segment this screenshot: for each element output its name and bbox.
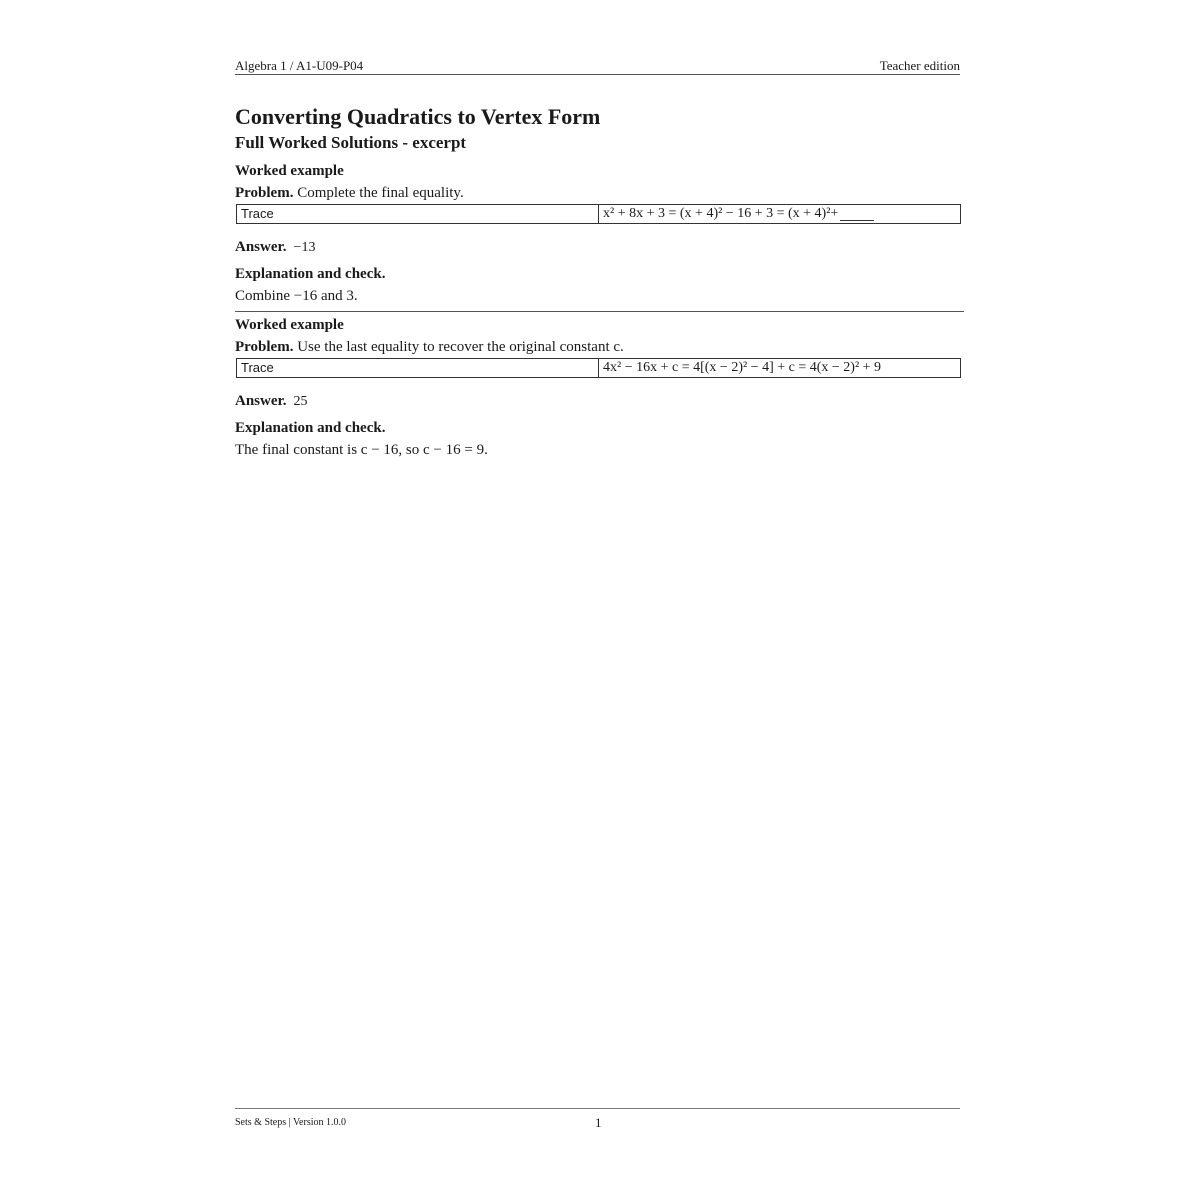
trace-expression: [600, 205, 874, 223]
answer-line: [235, 391, 963, 411]
worked-example-2: [235, 314, 963, 461]
answer-value: 25: [293, 394, 308, 409]
page-subtitle: Full Worked Solutions - excerpt: [235, 133, 467, 152]
trace-expression: 4x² − 16x + c = 4[(x − 2)² − 4] + c = 4(x − 2)² + 9: [603, 360, 882, 375]
page-title: Converting Quadratics to Vertex Form: [235, 104, 601, 129]
problem-text: Use the last equality to recover the original constant c.: [297, 339, 624, 355]
explanation-heading: Explanation and check.: [235, 266, 386, 282]
document-page: [235, 0, 963, 1200]
example-heading: Worked example: [235, 317, 344, 333]
problem-line: [235, 336, 963, 358]
worked-example-1: [235, 160, 963, 307]
problem-text: Complete the final equality.: [297, 185, 464, 201]
section-divider: [235, 311, 964, 312]
running-header: [235, 58, 960, 75]
explanation-text: Combine −16 and 3.: [235, 288, 358, 304]
trace-label: Trace: [237, 359, 599, 377]
page-number: 1: [595, 1115, 602, 1130]
trace-expression-text: x² + 8x + 3 = (x + 4)² − 16 + 3 = (x + 4)²+: [603, 206, 839, 221]
answer-line: [235, 237, 963, 257]
header-course-id: Algebra 1 / A1-U09-P04: [235, 58, 364, 73]
answer-label: Answer.: [235, 393, 287, 409]
footer-publisher: Sets & Steps | Version 1.0.0: [235, 1117, 346, 1128]
explanation-text: The final constant is c − 16, so c − 16 = 9.: [235, 442, 488, 458]
problem-line: [235, 182, 963, 204]
explanation-heading: Explanation and check.: [235, 420, 386, 436]
answer-label: Answer.: [235, 239, 287, 255]
trace-table: [236, 204, 961, 224]
answer-blank: [840, 206, 874, 221]
example-heading: Worked example: [235, 163, 344, 179]
problem-label: Problem.: [235, 339, 294, 355]
problem-label: Problem.: [235, 185, 294, 201]
answer-value: −13: [293, 240, 316, 255]
trace-label: Trace: [237, 205, 599, 223]
header-edition: Teacher edition: [879, 58, 960, 73]
footer-rule: [235, 1108, 960, 1109]
trace-table: [236, 358, 961, 378]
